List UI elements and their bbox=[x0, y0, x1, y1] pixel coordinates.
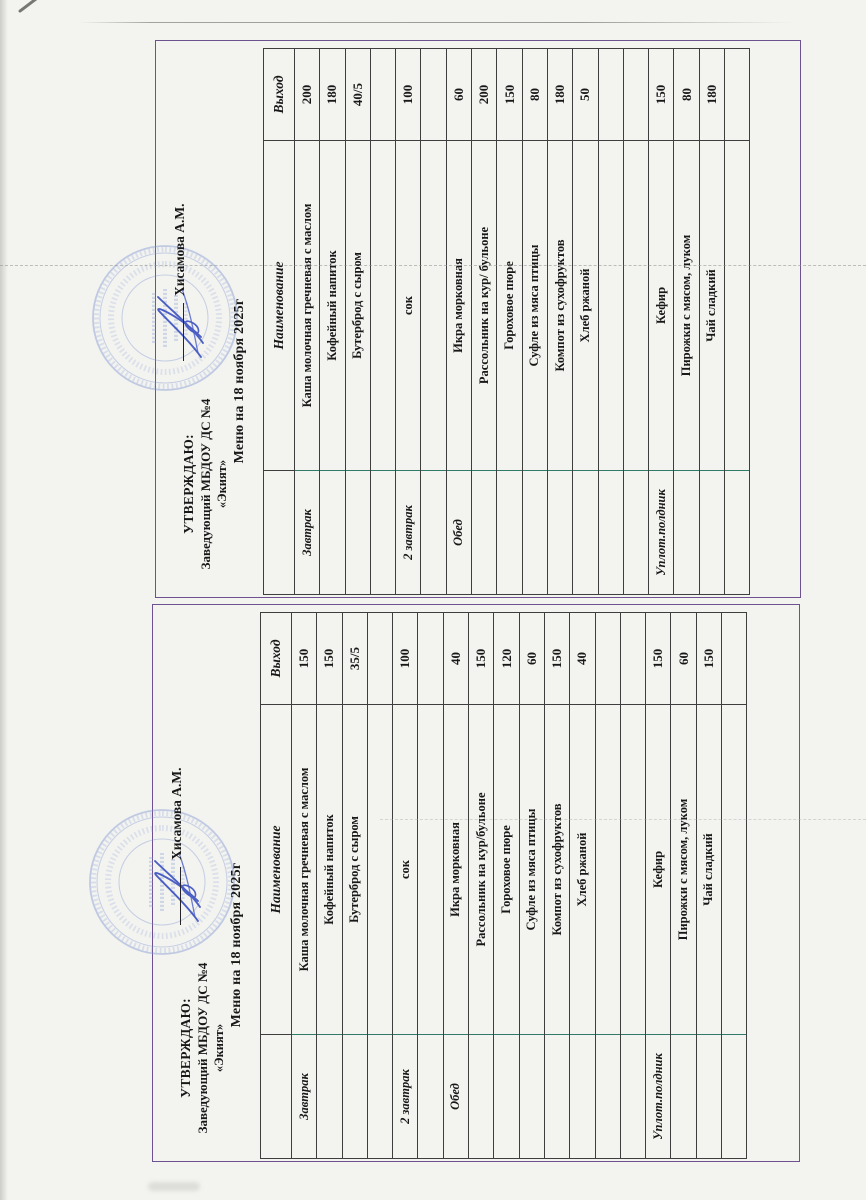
table-row bbox=[699, 49, 724, 595]
dish-output-cell: 150 bbox=[469, 613, 494, 705]
dish-name-cell: Чай сладкий bbox=[699, 141, 724, 471]
dish-name-cell: Каша молочная гречневая с маслом bbox=[295, 141, 320, 471]
meal-category-cell bbox=[469, 1035, 494, 1159]
meal-category-cell bbox=[317, 1035, 342, 1159]
dish-output-cell bbox=[620, 613, 645, 705]
dish-name-cell: Рассольник на кур/ бульоне bbox=[472, 141, 497, 471]
meal-category-cell bbox=[544, 1035, 569, 1159]
dish-name-cell bbox=[367, 705, 392, 1035]
table-row bbox=[494, 613, 519, 1159]
meal-category-cell bbox=[472, 471, 497, 595]
approval-header bbox=[180, 381, 231, 587]
table-row bbox=[497, 49, 522, 595]
table-row bbox=[418, 613, 443, 1159]
meal-category-cell bbox=[623, 471, 648, 595]
menu-date-title: Меню на 18 ноября 2025г bbox=[232, 298, 247, 464]
dish-output-cell: 180 bbox=[547, 49, 572, 141]
name-column-header: Наименование bbox=[264, 141, 295, 471]
table-row bbox=[544, 613, 569, 1159]
meal-category-cell bbox=[519, 1035, 544, 1159]
table-row bbox=[345, 49, 370, 595]
dish-output-cell: 60 bbox=[446, 49, 471, 141]
meal-category-cell bbox=[722, 1035, 747, 1159]
table-row bbox=[547, 49, 572, 595]
dish-name-cell bbox=[598, 141, 623, 471]
table-row bbox=[671, 613, 696, 1159]
meal-category-cell: Обед bbox=[443, 1035, 468, 1159]
table-row bbox=[623, 49, 648, 595]
dish-output-cell: 40/5 bbox=[345, 49, 370, 141]
dish-name-cell: Компот из сухофруктов bbox=[544, 705, 569, 1035]
dish-output-cell: 60 bbox=[671, 613, 696, 705]
dish-name-cell: Кефир bbox=[646, 705, 671, 1035]
signature-line bbox=[169, 867, 181, 925]
table-header-row bbox=[264, 49, 295, 595]
table-row bbox=[598, 49, 623, 595]
table-row bbox=[421, 49, 446, 595]
table-row bbox=[295, 49, 320, 595]
dish-name-cell bbox=[595, 705, 620, 1035]
table-row bbox=[646, 613, 671, 1159]
table-row bbox=[522, 49, 547, 595]
meal-category-cell bbox=[671, 1035, 696, 1159]
dish-name-cell: сок bbox=[396, 141, 421, 471]
table-row bbox=[396, 49, 421, 595]
dish-name-cell bbox=[418, 705, 443, 1035]
dish-output-cell: 100 bbox=[393, 613, 418, 705]
dish-output-cell bbox=[421, 49, 446, 141]
dish-output-cell bbox=[595, 613, 620, 705]
signature-row bbox=[172, 203, 188, 361]
signature-line bbox=[172, 303, 184, 361]
dish-name-cell: Кофейный напиток bbox=[317, 705, 342, 1035]
menu-table bbox=[263, 48, 750, 595]
dish-name-cell: Кофейный напиток bbox=[320, 141, 345, 471]
dish-name-cell: Икра морковная bbox=[446, 141, 471, 471]
table-row bbox=[649, 49, 674, 595]
dish-output-cell bbox=[725, 49, 750, 141]
table-row bbox=[519, 613, 544, 1159]
organization-name: Заведующий МБДОУ ДС №4 bbox=[197, 398, 213, 570]
dish-name-cell bbox=[370, 141, 395, 471]
dish-output-cell: 150 bbox=[696, 613, 721, 705]
meal-category-cell: 2 завтрак bbox=[396, 471, 421, 595]
dish-output-cell: 180 bbox=[320, 49, 345, 141]
dish-name-cell: Чай сладкий bbox=[696, 705, 721, 1035]
signer-name: Хисамова А.М. bbox=[172, 203, 187, 296]
table-row bbox=[472, 49, 497, 595]
table-row bbox=[469, 613, 494, 1159]
meal-category-cell bbox=[370, 471, 395, 595]
category-column-header bbox=[261, 1035, 292, 1159]
table-row bbox=[725, 49, 750, 595]
table-row bbox=[722, 613, 747, 1159]
dish-name-cell: Гороховое пюре bbox=[494, 705, 519, 1035]
dish-output-cell: 80 bbox=[674, 49, 699, 141]
table-row bbox=[443, 613, 468, 1159]
dish-name-cell: Суфле из мяса птицы bbox=[519, 705, 544, 1035]
meal-category-cell bbox=[494, 1035, 519, 1159]
dish-output-cell bbox=[418, 613, 443, 705]
meal-category-cell bbox=[418, 1035, 443, 1159]
meal-category-cell bbox=[725, 471, 750, 595]
dish-name-cell: Компот из сухофруктов bbox=[547, 141, 572, 471]
menu-block-1 bbox=[155, 40, 801, 598]
meal-category-cell bbox=[595, 1035, 620, 1159]
dish-name-cell bbox=[725, 141, 750, 471]
meal-category-cell: Уплот.полдник bbox=[646, 1035, 671, 1159]
table-row bbox=[317, 613, 342, 1159]
table-row bbox=[674, 49, 699, 595]
meal-category-cell bbox=[573, 471, 598, 595]
table-row bbox=[320, 49, 345, 595]
dish-output-cell: 100 bbox=[396, 49, 421, 141]
table-row bbox=[367, 613, 392, 1159]
output-column-header: Выход bbox=[261, 613, 292, 705]
dish-output-cell bbox=[722, 613, 747, 705]
meal-category-cell bbox=[674, 471, 699, 595]
dish-name-cell: Рассольник на кур/бульоне bbox=[469, 705, 494, 1035]
dish-name-cell: Пирожки с мясом, луком bbox=[671, 705, 696, 1035]
dish-output-cell: 150 bbox=[649, 49, 674, 141]
dish-name-cell: Пирожки с мясом, луком bbox=[674, 141, 699, 471]
dish-name-cell bbox=[623, 141, 648, 471]
organization-name: Заведующий МБДОУ ДС №4 bbox=[194, 962, 210, 1134]
meal-category-cell bbox=[547, 471, 572, 595]
approval-header bbox=[177, 945, 228, 1151]
signature-row bbox=[169, 767, 185, 925]
dish-output-cell: 200 bbox=[472, 49, 497, 141]
approval-line: УТВЕРЖДАЮ: bbox=[181, 434, 196, 534]
dish-name-cell bbox=[421, 141, 446, 471]
dish-name-cell: Бутерброд с сыром bbox=[342, 705, 367, 1035]
dish-output-cell: 150 bbox=[292, 613, 317, 705]
meal-category-cell bbox=[522, 471, 547, 595]
dish-name-cell: Икра морковная bbox=[443, 705, 468, 1035]
category-column-header bbox=[264, 471, 295, 595]
table-row bbox=[446, 49, 471, 595]
meal-category-cell bbox=[598, 471, 623, 595]
meal-category-cell bbox=[696, 1035, 721, 1159]
name-column-header: Наименование bbox=[261, 705, 292, 1035]
dish-output-cell: 150 bbox=[544, 613, 569, 705]
dish-name-cell bbox=[722, 705, 747, 1035]
dish-output-cell bbox=[370, 49, 395, 141]
meal-category-cell bbox=[570, 1035, 595, 1159]
dish-name-cell: Суфле из мяса птицы bbox=[522, 141, 547, 471]
table-row bbox=[292, 613, 317, 1159]
dish-output-cell: 40 bbox=[570, 613, 595, 705]
dish-output-cell: 150 bbox=[497, 49, 522, 141]
meal-category-cell: 2 завтрак bbox=[393, 1035, 418, 1159]
dish-output-cell: 180 bbox=[699, 49, 724, 141]
dish-name-cell bbox=[620, 705, 645, 1035]
dish-output-cell bbox=[598, 49, 623, 141]
table-row bbox=[595, 613, 620, 1159]
dish-output-cell: 120 bbox=[494, 613, 519, 705]
table-row bbox=[570, 613, 595, 1159]
menu-block-2 bbox=[152, 604, 800, 1162]
dish-output-cell: 200 bbox=[295, 49, 320, 141]
organization-short-name: «Экият» bbox=[212, 1023, 227, 1073]
table-header-row bbox=[261, 613, 292, 1159]
dish-output-cell: 150 bbox=[646, 613, 671, 705]
organization-short-name: «Экият» bbox=[215, 459, 230, 509]
meal-category-cell bbox=[421, 471, 446, 595]
dish-output-cell: 35/5 bbox=[342, 613, 367, 705]
meal-category-cell: Обед bbox=[446, 471, 471, 595]
table-row bbox=[342, 613, 367, 1159]
menu-table bbox=[260, 612, 747, 1159]
dish-name-cell: Кефир bbox=[649, 141, 674, 471]
dish-output-cell: 60 bbox=[519, 613, 544, 705]
meal-category-cell bbox=[367, 1035, 392, 1159]
meal-category-cell bbox=[620, 1035, 645, 1159]
dish-output-cell bbox=[623, 49, 648, 141]
signer-name: Хисамова А.М. bbox=[169, 767, 184, 860]
table-row bbox=[573, 49, 598, 595]
dish-output-cell: 40 bbox=[443, 613, 468, 705]
dish-name-cell: Каша молочная гречневая с маслом bbox=[292, 705, 317, 1035]
dish-name-cell: сок bbox=[393, 705, 418, 1035]
dish-name-cell: Хлеб ржаной bbox=[573, 141, 598, 471]
meal-category-cell bbox=[342, 1035, 367, 1159]
output-column-header: Выход bbox=[264, 49, 295, 141]
meal-category-cell bbox=[345, 471, 370, 595]
table-row bbox=[393, 613, 418, 1159]
table-row bbox=[620, 613, 645, 1159]
table-row bbox=[370, 49, 395, 595]
table-row bbox=[696, 613, 721, 1159]
dish-output-cell bbox=[367, 613, 392, 705]
dish-name-cell: Бутерброд с сыром bbox=[345, 141, 370, 471]
dish-output-cell: 150 bbox=[317, 613, 342, 705]
menu-date-title: Меню на 18 ноября 2025г bbox=[229, 862, 244, 1028]
dish-name-cell: Гороховое пюре bbox=[497, 141, 522, 471]
approval-line: УТВЕРЖДАЮ: bbox=[178, 998, 193, 1098]
dish-output-cell: 80 bbox=[522, 49, 547, 141]
dish-output-cell: 50 bbox=[573, 49, 598, 141]
meal-category-cell bbox=[497, 471, 522, 595]
meal-category-cell: Завтрак bbox=[292, 1035, 317, 1159]
meal-category-cell bbox=[699, 471, 724, 595]
meal-category-cell bbox=[320, 471, 345, 595]
dish-name-cell: Хлеб ржаной bbox=[570, 705, 595, 1035]
meal-category-cell: Завтрак bbox=[295, 471, 320, 595]
meal-category-cell: Уплот.полдник bbox=[649, 471, 674, 595]
